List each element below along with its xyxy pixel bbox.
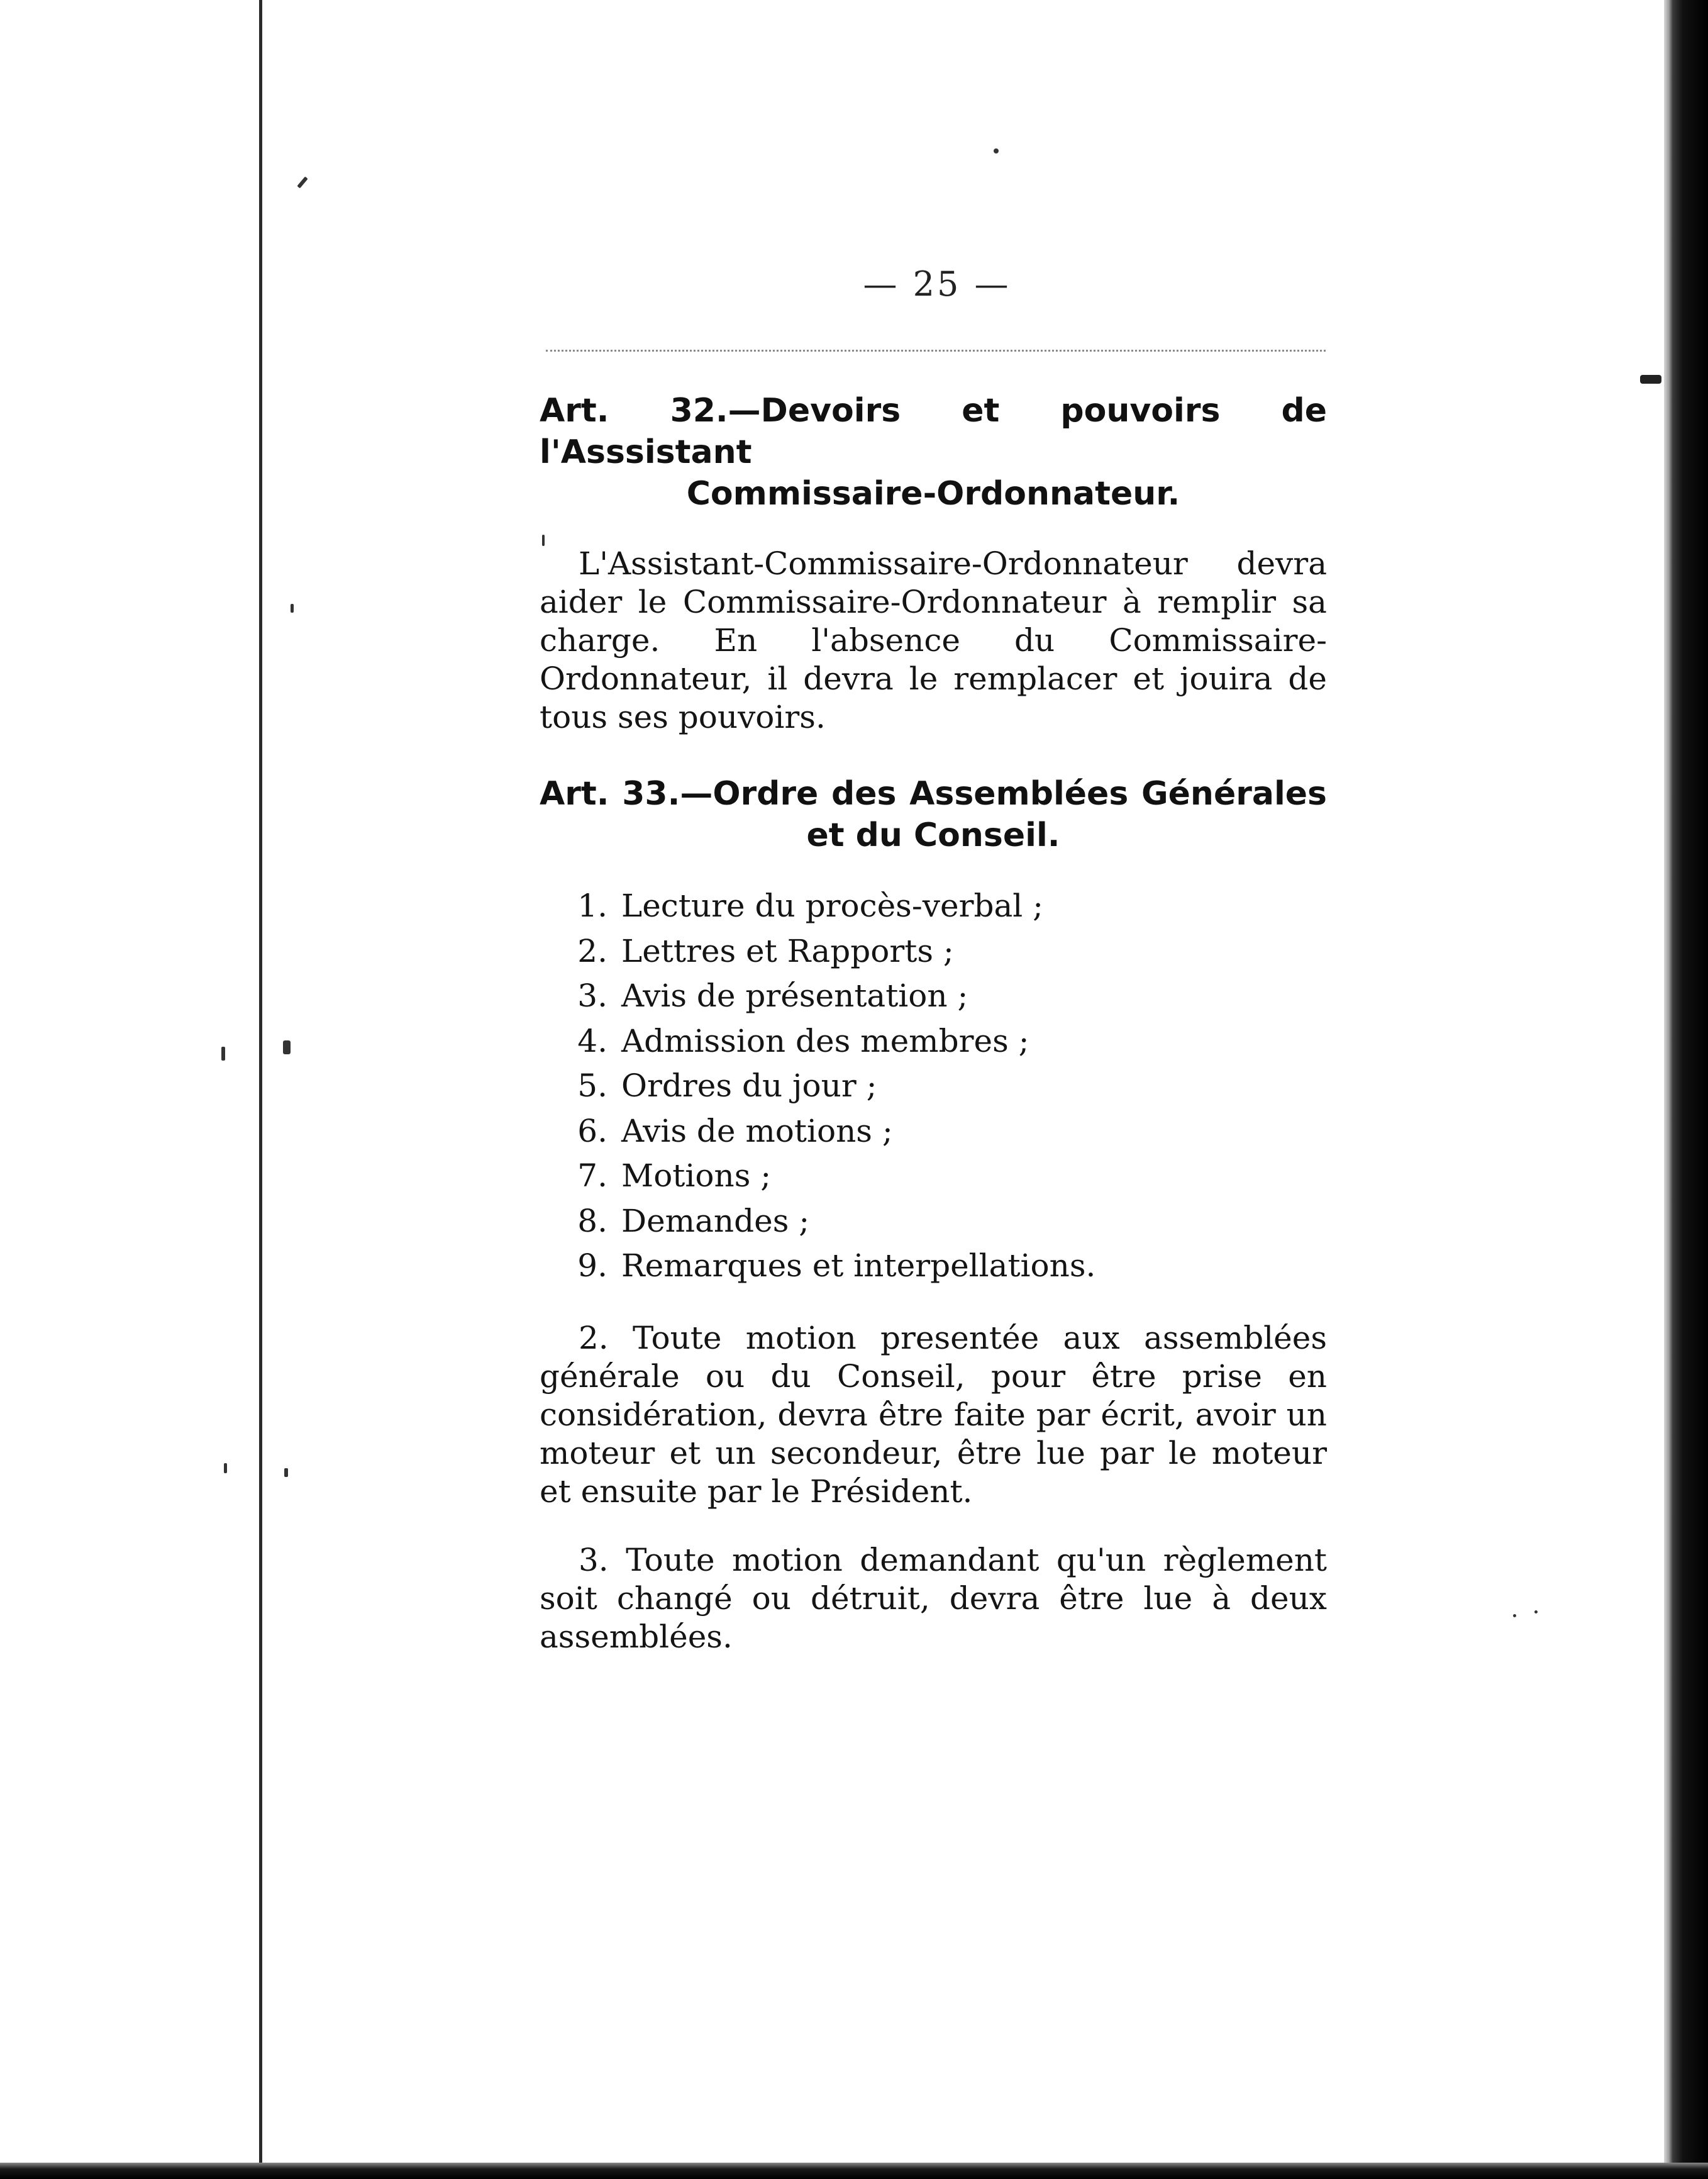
article-33-paragraph-3: 3. Toute motion demandant qu'un règlement soit changé ou détruit, devra être lue à deux assemblées. <box>540 1541 1327 1655</box>
list-item-text: Ordres du jour ; <box>621 1067 877 1104</box>
header-rule <box>546 350 1326 352</box>
scan-speck <box>283 1040 291 1054</box>
list-item-text: Remarques et interpellations. <box>621 1247 1096 1284</box>
article-32-body: L'Assistant-Commissaire-Ordonnateur devra aider le Commissaire-Ordonnateur à remplir sa charge. En l'absence du Commissaire-Ordonnateur, il devra le remplacer et jouira de tous ses pouvoirs. <box>540 545 1327 735</box>
list-item <box>540 1154 1327 1199</box>
list-item-text: Lettres et Rapports ; <box>621 932 954 969</box>
scan-speck <box>221 1047 225 1061</box>
list-item-text: Motions ; <box>621 1157 772 1194</box>
list-item <box>540 1109 1327 1154</box>
list-item <box>540 1064 1327 1109</box>
list-item <box>540 1199 1327 1244</box>
scan-speck <box>1640 375 1661 384</box>
page-content <box>540 390 1327 1656</box>
scan-speck <box>291 604 294 613</box>
list-item-text: Avis de motions ; <box>621 1112 893 1149</box>
article-33-heading-line2: et du Conseil. <box>806 816 1060 854</box>
page-spine-line <box>259 0 262 2179</box>
list-item-number: 4. <box>577 1022 607 1059</box>
scan-speck <box>994 148 999 153</box>
article-33-heading-line1: Art. 33.—Ordre des Assemblées Générales <box>540 775 1327 813</box>
scan-speck <box>1513 1614 1516 1617</box>
list-item-text: Avis de présentation ; <box>621 978 968 1014</box>
list-item <box>540 1019 1327 1064</box>
page-bottom-edge <box>0 2163 1708 2179</box>
list-item-number: 3. <box>577 978 607 1014</box>
list-item-text: Admission des membres ; <box>621 1022 1029 1059</box>
scan-speck <box>1534 1610 1538 1613</box>
list-item-number: 9. <box>577 1247 607 1284</box>
page-right-edge <box>1664 0 1708 2179</box>
list-item-text: Lecture du procès-verbal ; <box>621 888 1044 924</box>
list-item <box>540 929 1327 974</box>
list-item <box>540 884 1327 929</box>
article-32-heading-line1: Art. 32.—Devoirs et pouvoirs de l'Asssistant <box>540 392 1327 471</box>
list-item-number: 8. <box>577 1202 607 1239</box>
scan-speck <box>297 176 308 188</box>
list-item-number: 1. <box>577 888 607 924</box>
list-item <box>540 1244 1327 1289</box>
article-32-heading <box>540 390 1327 515</box>
scan-speck <box>284 1468 288 1477</box>
list-item-number: 5. <box>577 1067 607 1104</box>
list-item-number: 6. <box>577 1112 607 1149</box>
list-item-number: 2. <box>577 932 607 969</box>
scan-speck <box>224 1463 227 1473</box>
page-number: — 25 — <box>863 264 1011 304</box>
list-item <box>540 974 1327 1019</box>
list-item-number: 7. <box>577 1157 607 1194</box>
article-33-paragraph-2: 2. Toute motion presentée aux assemblées générale ou du Conseil, pour être prise en considération, devra être faite par écrit, avoir un moteur et un secondeur, être lue par le moteur et ensuite par le Président. <box>540 1319 1327 1510</box>
order-of-business-list <box>540 884 1327 1289</box>
article-32-heading-line2: Commissaire-Ordonnateur. <box>686 475 1180 513</box>
list-item-text: Demandes ; <box>621 1202 810 1239</box>
article-33-heading <box>540 773 1327 856</box>
